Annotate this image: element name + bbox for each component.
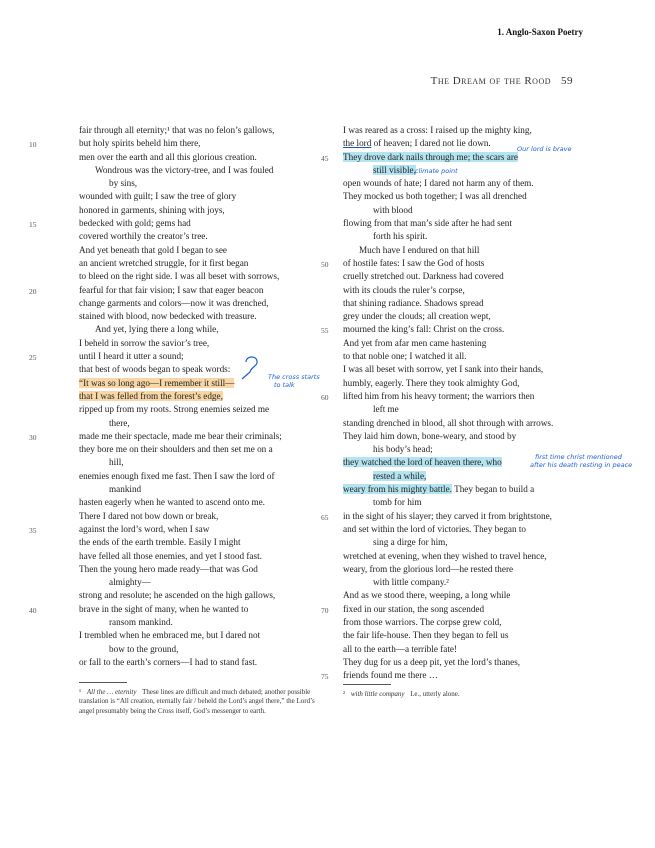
poem-line xyxy=(29,137,324,150)
line-text: flowing from that man’s side after he had sent xyxy=(343,218,512,229)
poem-line xyxy=(79,257,324,270)
poem-line xyxy=(79,390,324,403)
running-head xyxy=(431,75,573,87)
poem-line xyxy=(79,616,324,629)
line-text: I was all beset with sorrow, yet I sank into their hands, xyxy=(343,364,544,375)
line-text: strong and resolute; he ascended on the high gallows, xyxy=(79,590,276,601)
poem-line xyxy=(79,124,324,137)
poem-line xyxy=(79,563,324,576)
annotation-line: The cross starts xyxy=(268,373,320,381)
line-text: And yet, lying there a long while, xyxy=(95,324,219,335)
line-number: 75 xyxy=(321,672,329,682)
poem-line xyxy=(343,563,593,576)
poem-line xyxy=(343,470,593,483)
line-text: wretched at evening, when they wished to travel hence, xyxy=(343,550,547,561)
poem-line xyxy=(321,669,593,682)
poem-line xyxy=(343,310,593,323)
line-text: an ancient wretched struggle, for it first began xyxy=(79,257,249,268)
line-text: made me their spectacle, made me bear their criminals; xyxy=(79,430,282,441)
line-text: grey under the clouds; all creation wept, xyxy=(343,311,491,322)
line-number: 55 xyxy=(321,326,329,336)
line-text: by sins, xyxy=(109,178,138,189)
poem-line xyxy=(79,643,324,656)
line-text: Then the young hero made ready—that was God xyxy=(79,563,258,574)
annotation-line: to talk xyxy=(274,381,295,389)
line-text: or fall to the earth’s corners—I had to stand fast. xyxy=(79,656,258,667)
line-text: Wondrous was the victory-tree, and I was fouled xyxy=(95,164,274,175)
poem-line xyxy=(79,456,324,469)
poem-line xyxy=(343,483,593,496)
highlighted-text: rested a while, xyxy=(373,470,427,481)
annotation-cross-starts xyxy=(268,373,320,389)
line-text: And yet beneath that gold I began to see xyxy=(79,244,227,255)
annotation-first-time xyxy=(530,453,633,469)
line-text: all to the earth—a terrible fate! xyxy=(343,643,458,654)
line-text: mankind xyxy=(109,484,142,495)
line-text: hasten eagerly when he wanted to ascend onto me. xyxy=(79,497,265,508)
line-text: mourned the king’s fall: Christ on the cross. xyxy=(343,324,505,335)
annotation-line: first time christ mentioned xyxy=(535,453,622,461)
poem-line xyxy=(29,350,324,363)
line-text: almighty— xyxy=(109,577,151,588)
line-text: They began to build a xyxy=(451,484,535,495)
line-number: 40 xyxy=(29,605,37,615)
poem-line xyxy=(343,204,593,217)
line-text: stained with blood, now bedecked with treasure. xyxy=(79,311,257,322)
line-text: They dug for us a deep pit, yet the lord’s thanes, xyxy=(343,656,521,667)
poem-line xyxy=(79,230,324,243)
line-text: with its clouds the ruler’s corpse, xyxy=(343,284,465,295)
line-text: fearful for that fair vision; I saw that eager beacon xyxy=(79,284,264,295)
page-number: 59 xyxy=(561,75,573,87)
line-text: Much have I endured on that hill xyxy=(359,244,480,255)
poem-line xyxy=(343,217,593,230)
line-text: to bleed on the right side. I was all beset with sorrows, xyxy=(79,271,280,282)
line-text: from those warriors. The corpse grew cold, xyxy=(343,616,502,627)
line-text: And as we stood there, weeping, a long while xyxy=(343,590,511,601)
poem-line xyxy=(343,496,593,509)
line-text: and set within the lord of victories. They began to xyxy=(343,523,527,534)
poem-line xyxy=(321,390,593,403)
highlighted-text: weary from his mighty battle. xyxy=(343,484,452,495)
line-text: they bore me on their shoulders and then set me on a xyxy=(79,444,273,455)
line-number: 45 xyxy=(321,153,329,163)
line-text: ransom mankind. xyxy=(109,616,173,627)
poem-column-left xyxy=(29,124,324,669)
line-number: 20 xyxy=(29,286,37,296)
footnote-mark: ² xyxy=(343,690,346,698)
question-mark-scribble-icon xyxy=(240,354,264,380)
poem-line xyxy=(343,337,593,350)
poem-line xyxy=(343,536,593,549)
line-text: And yet from afar men came hastening xyxy=(343,337,487,348)
line-text: the fair life-house. Then they began to fell us xyxy=(343,630,509,641)
poem-line xyxy=(343,297,593,310)
poem-line xyxy=(343,363,593,376)
poem-line xyxy=(79,297,324,310)
poem-line xyxy=(79,177,324,190)
line-text: tomb for him xyxy=(373,497,422,508)
line-text: fixed in our station, the song ascended xyxy=(343,603,485,614)
footnote-mark: ¹ xyxy=(79,688,82,696)
poem-line xyxy=(79,576,324,589)
line-text: brave in the sight of many, when he wanted to xyxy=(79,603,249,614)
footnote-text: I.e., utterly alone. xyxy=(410,690,460,698)
poem-line xyxy=(321,510,593,523)
poem-line xyxy=(343,589,593,602)
poem-line xyxy=(79,470,324,483)
line-text: standing drenched in blood, all shot through with arrows. xyxy=(343,417,554,428)
annotation-line: after his death resting in peace xyxy=(530,461,633,469)
poem-line xyxy=(29,523,324,536)
section-tag: 1. Anglo-Saxon Poetry xyxy=(497,27,583,37)
underlined-text: the lord xyxy=(343,138,372,149)
line-number: 60 xyxy=(321,392,329,402)
poem-line xyxy=(343,523,593,536)
footnote-rule-right xyxy=(343,684,391,685)
line-text: humbly, eagerly. There they took almighty God, xyxy=(343,377,520,388)
line-text: have felled all those enemies, and yet I stood fast. xyxy=(79,550,262,561)
line-text: cruelly stretched out. Darkness had covered xyxy=(343,271,504,282)
poem-line xyxy=(343,350,593,363)
line-text: covered worthily the creator’s tree. xyxy=(79,231,208,242)
line-text: I trembled when he embraced me, but I dared not xyxy=(79,630,261,641)
poem-line xyxy=(79,244,324,257)
poem-line xyxy=(343,643,593,656)
line-text: until I heard it utter a sound; xyxy=(79,351,184,362)
poem-line xyxy=(343,576,593,589)
poem-line xyxy=(343,244,593,257)
poem-line xyxy=(343,417,593,430)
line-text: I beheld in sorrow the savior’s tree, xyxy=(79,337,210,348)
poem-line xyxy=(79,403,324,416)
line-text: against the lord’s word, when I saw xyxy=(79,523,210,534)
highlighted-text: they watched the lord of heaven there, who xyxy=(343,457,502,468)
running-title: The Dream of the Rood xyxy=(430,75,551,87)
line-text: forth his spirit. xyxy=(373,231,428,242)
poem-line xyxy=(343,550,593,563)
poem-line xyxy=(343,190,593,203)
line-number: 35 xyxy=(29,525,37,535)
line-text: bow to the ground, xyxy=(109,643,179,654)
poem-line xyxy=(79,337,324,350)
footnote-text: These lines are difficult and much debated; another possible translation is “All creation, eternally fair / beheld the Lord’s angel there,” the Lord’s angel presumably being the Cross itself, God’s messenger to earth. xyxy=(79,688,315,715)
line-number: 30 xyxy=(29,432,37,442)
highlighted-text: still visible, xyxy=(373,164,416,175)
line-number: 25 xyxy=(29,353,37,363)
poem-line xyxy=(79,536,324,549)
line-text: there, xyxy=(109,417,130,428)
poem-line xyxy=(321,603,593,616)
footnote-lemma: All the … eternity xyxy=(86,688,137,696)
highlighted-text: that I was felled from the forest’s edge, xyxy=(79,390,223,401)
footnote-rule-left xyxy=(79,682,127,683)
annotation-climate-point: climate point xyxy=(415,167,458,175)
line-text: hill, xyxy=(109,457,124,468)
line-text: There I dared not bow down or break, xyxy=(79,510,219,521)
poem-line xyxy=(343,656,593,669)
poem-line xyxy=(29,603,324,616)
highlighted-text: They drove dark nails through me; the scars are xyxy=(343,151,519,162)
poem-line xyxy=(343,284,593,297)
poem-line xyxy=(79,190,324,203)
poem-line xyxy=(79,204,324,217)
line-number: 70 xyxy=(321,605,329,615)
line-text: the ends of the earth tremble. Easily I might xyxy=(79,537,241,548)
poem-line xyxy=(321,257,593,270)
poem-line xyxy=(343,177,593,190)
poem-line xyxy=(79,656,324,669)
line-text: weary, from the glorious lord—he rested there xyxy=(343,563,514,574)
poem-line xyxy=(343,629,593,642)
poem-line xyxy=(343,377,593,390)
line-text: but holy spirits beheld him there, xyxy=(79,138,201,149)
line-text: bedecked with gold; gems had xyxy=(79,218,191,229)
line-text: that shining radiance. Shadows spread xyxy=(343,297,484,308)
line-number: 10 xyxy=(29,140,37,150)
line-text: They laid him down, bone-weary, and stood by xyxy=(343,430,517,441)
line-text: with little company.² xyxy=(373,577,449,588)
line-text: of hostile fates: I saw the God of hosts xyxy=(343,257,485,268)
line-text: sing a dirge for him, xyxy=(373,537,448,548)
poem-line xyxy=(79,550,324,563)
line-text: lifted him from his heavy torment; the warriors then xyxy=(343,390,535,401)
poem-line xyxy=(79,151,324,164)
line-text: left me xyxy=(373,404,399,415)
poem-line xyxy=(29,284,324,297)
line-number: 65 xyxy=(321,512,329,522)
poem-line xyxy=(343,403,593,416)
line-text: change garments and colors—now it was drenched, xyxy=(79,297,269,308)
line-text: friends found me there … xyxy=(343,670,438,681)
line-text: ripped up from my roots. Strong enemies seized me xyxy=(79,404,270,415)
line-text: that best of woods began to speak words: xyxy=(79,364,231,375)
footnote-left xyxy=(79,688,324,716)
poem-line xyxy=(343,230,593,243)
poem-line xyxy=(343,164,593,177)
line-text: honored in garments, shining with joys, xyxy=(79,204,225,215)
line-text: men over the earth and all this glorious creation. xyxy=(79,151,257,162)
line-text: They mocked us both together; I was all drenched xyxy=(343,191,527,202)
line-text: to that noble one; I watched it all. xyxy=(343,351,467,362)
line-number: 50 xyxy=(321,259,329,269)
poem-line xyxy=(79,310,324,323)
poem-line xyxy=(79,164,324,177)
poem-line xyxy=(29,430,324,443)
poem-line xyxy=(79,417,324,430)
line-number: 15 xyxy=(29,220,37,230)
footnote-lemma: with little company xyxy=(350,690,405,698)
poem-line xyxy=(79,323,324,336)
poem-column-right xyxy=(321,124,593,682)
line-text: enemies enough fixed me fast. Then I saw the lord of xyxy=(79,470,275,481)
annotation-our-lord: Our lord is brave xyxy=(517,145,572,153)
line-text: in the sight of his slayer; they carved it from brightstone, xyxy=(343,510,552,521)
highlighted-text: “It was so long ago—I remember it still— xyxy=(79,377,235,388)
poem-line xyxy=(343,270,593,283)
poem-line xyxy=(343,430,593,443)
line-text: of heaven; I dared not lie down. xyxy=(371,138,491,149)
poem-line xyxy=(79,589,324,602)
poem-line xyxy=(321,323,593,336)
line-text: I was reared as a cross: I raised up the mighty king, xyxy=(343,125,532,135)
line-text: wounded with guilt; I saw the tree of glory xyxy=(79,191,237,202)
line-text: his body’s head; xyxy=(373,444,433,455)
poem-line xyxy=(79,270,324,283)
poem-line xyxy=(343,616,593,629)
footnote-right xyxy=(343,690,593,699)
poem-line xyxy=(29,217,324,230)
line-text: with blood xyxy=(373,204,413,215)
poem-line xyxy=(79,510,324,523)
poem-line xyxy=(79,629,324,642)
poem-line xyxy=(79,443,324,456)
poem-line xyxy=(343,124,593,137)
line-text: fair through all eternity;¹ that was no felon’s gallows, xyxy=(79,125,275,135)
line-text: open wounds of hate; I dared not harm any of them. xyxy=(343,178,534,189)
poem-line xyxy=(79,496,324,509)
poem-line xyxy=(79,483,324,496)
